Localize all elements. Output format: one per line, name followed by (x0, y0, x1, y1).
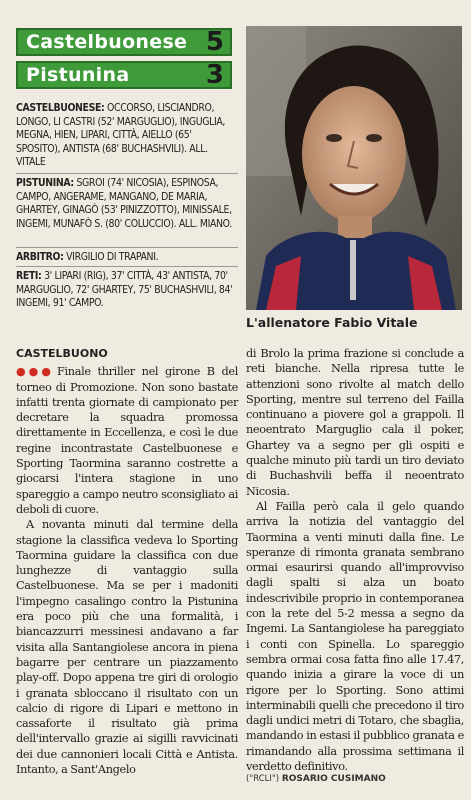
coach-portrait-image (246, 26, 462, 310)
away-team-goals: 3 (205, 60, 224, 90)
away-score-box (16, 61, 232, 89)
divider (16, 266, 238, 267)
article-byline (246, 774, 386, 784)
home-lineup (16, 102, 238, 170)
divider (16, 173, 238, 174)
coach-photo (246, 26, 462, 310)
divider (16, 247, 238, 248)
goals-line (16, 270, 238, 311)
away-lineup-players: SGROI (74' NICOSIA), ESPINOSA, CAMPO, ANGERAME, MANGANO, DE MARIA, GHARTEY, GINAGÒ (53' PINIZZOTTO), MINISSALE, INGEMI, MUNAFÒ S. (80' COLUCCIO). ALL. MIANO. (16, 177, 232, 230)
referee-label: ARBITRO: (16, 251, 64, 263)
referee-line (16, 251, 238, 265)
article-paragraph: di Brolo la prima frazione si conclude a reti bianche. Nella ripresa tutte le attenzioni sono rivolte al match dello Sporting, mentre sul terreno del Failla continuano a piovere gol a grappoli. Il neoentrato Marguglio cala il poker, Ghartey va a segno per gli ospiti e qualche minuto più tardi un tiro deviato di Buchashvili beffa il neoentrato Nicosia. (246, 347, 464, 498)
article-column-2 (246, 346, 464, 774)
article-dateline: CASTELBUONO (16, 347, 108, 360)
home-lineup-label: CASTELBUONESE: (16, 102, 105, 114)
photo-caption: L'allenatore Fabio Vitale (246, 315, 418, 330)
home-score-box (16, 28, 232, 56)
article-paragraph: ●●● Finale thriller nel girone B del torneo di Promozione. Non sono bastate infatti trenta giornate di campionato per decretare la squadra promossa direttamente in Eccellenza, e così le due regine incontrastate Castelbuonese e Sporting Taormina saranno costrette a giocarsi l'intera stagione in uno spareggio a campo neutro sconsigliato ai deboli di cuore. (16, 365, 238, 516)
home-team-name: Castelbuonese (26, 31, 188, 53)
article-paragraph: A novanta minuti dal termine della stagione la classifica vedeva lo Sporting Taormina guidare la classifica con due lunghezze di vantaggio sulla Castelbuonese. Ma se per i madoniti l'impegno casalingo contro la Pistunina era poco più che una formalità, i biancazzurri messinesi andavano a far visita alla Santangiolese ancora in piena bagarre per centrare un piazzamento play-off. Dopo appena tre giri di orologio i granata sbloccano il risultato con un calcio di rigore di Lipari e mettono in cassaforte il risultato già prima dell'intervallo grazie ai sigilli ravvicinati dei due cannonieri locali Città e Antista. Intanto, a Sant'Angelo (16, 518, 238, 777)
byline-prefix: ("RCLI") (246, 774, 280, 784)
article-column-1 (16, 346, 238, 777)
away-lineup-label: PISTUNINA: (16, 177, 74, 189)
article-paragraph: Al Failla però cala il gelo quando arriva la notizia del vantaggio del Taormina a venti minuti dalla fine. Le speranze di rimonta granata sembrano ormai esaurirsi quando all'improvviso dagli spalti si alza un boato indescrivibile proprio in contemporanea con la rete del 5-2 messa a segno da Ingemi. La Santangiolese ha pareggiato i conti con Spinella. Lo spareggio sembra ormai cosa fatta fino alle 17.47, quando inizia a girare la voce di un rigore per lo Sporting. Sono attimi interminabili quelli che precedono il tiro dagli undici metri di Totaro, che sbaglia, mandando in estasi il pubblico granata e rimandando alla prossima settimana il verdetto definitivo. (246, 499, 464, 774)
away-lineup (16, 177, 238, 231)
home-team-goals: 5 (205, 27, 224, 57)
red-dots-icon: ●●● (16, 365, 55, 379)
goals-list: 3' LIPARI (RIG), 37' CITTÀ, 43' ANTISTA, 70' MARGUGLIO, 72' GHARTEY, 75' BUCHASHVILI, 84' INGEMI, 91' CAMPO. (16, 270, 233, 310)
referee-name: VIRGILIO DI TRAPANI. (66, 251, 159, 263)
goals-label: RETI: (16, 270, 42, 282)
byline-author: ROSARIO CUSIMANO (281, 774, 386, 784)
home-lineup-players: OCCORSO, LISCIANDRO, LONGO, LI CASTRI (52' MARGUGLIO), INGUGLIA, MEGNA, HIEN, LIPARI, CITTÀ, AIELLO (65' SPOSITO), ANTISTA (68' BUCHASHVILI). ALL. VITALE (16, 102, 226, 169)
away-team-name: Pistunina (26, 64, 130, 86)
